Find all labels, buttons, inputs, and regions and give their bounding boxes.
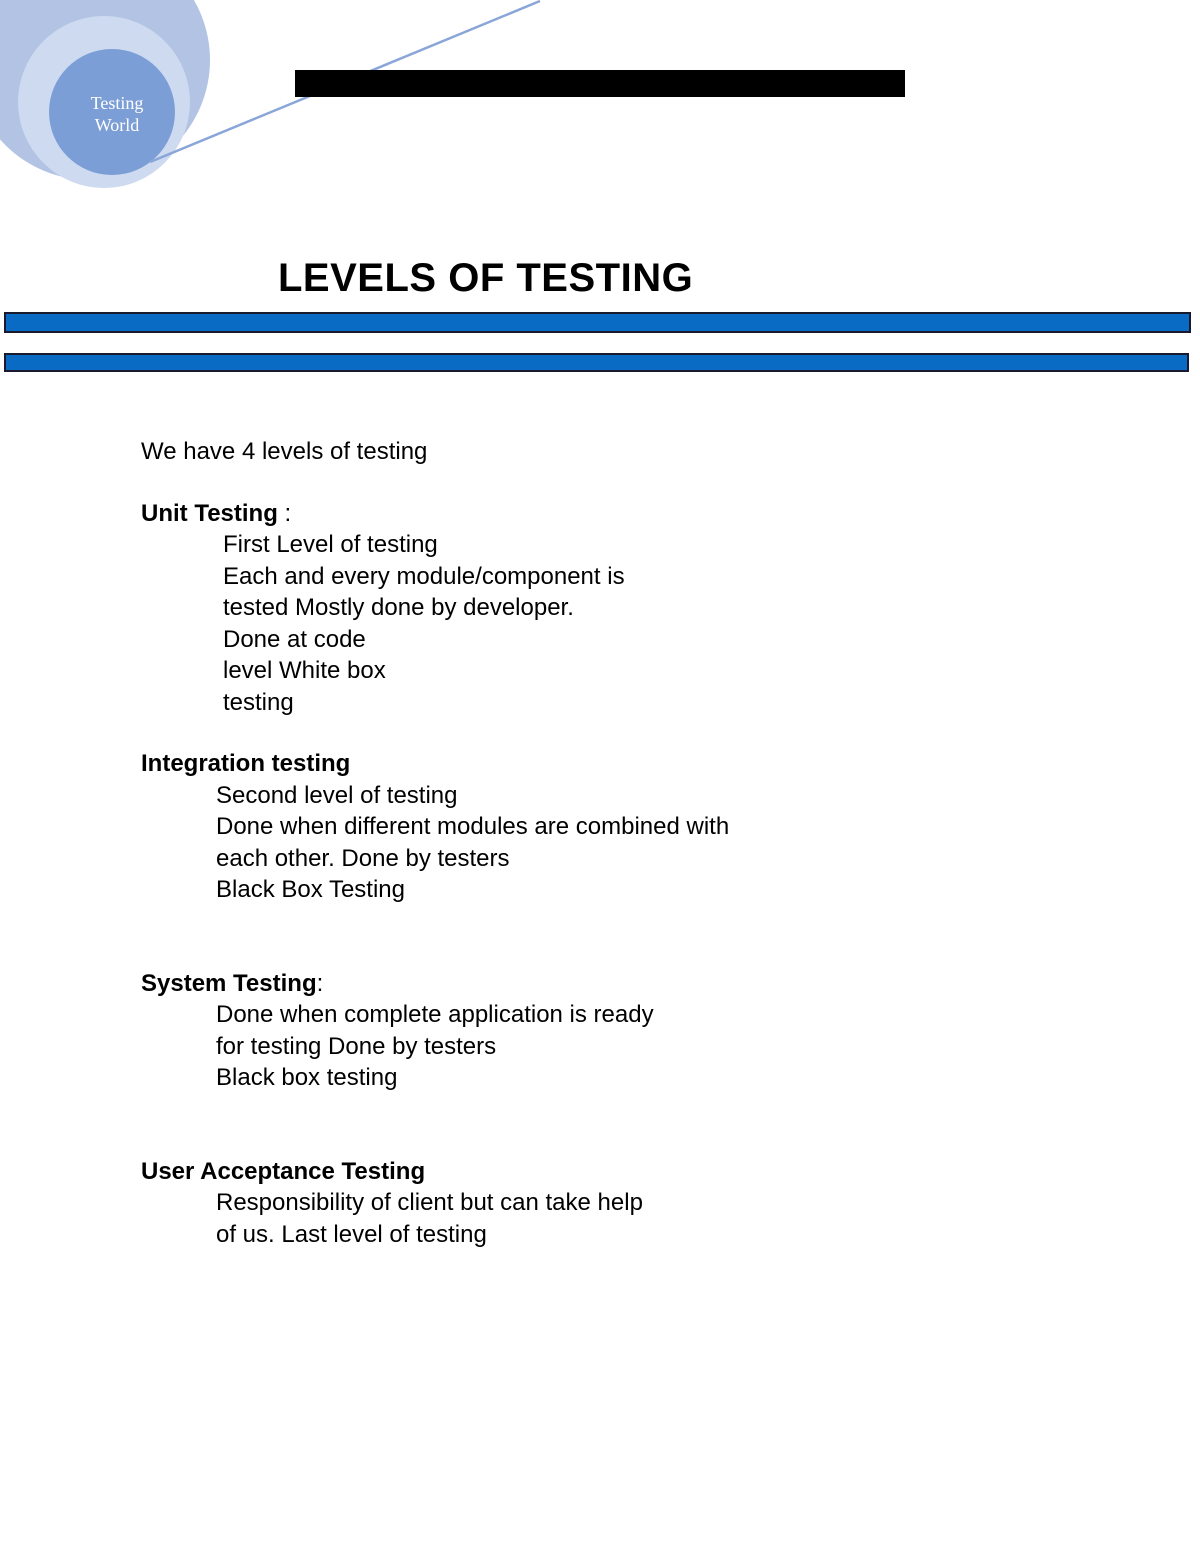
- list-item: of us. Last level of testing: [216, 1220, 487, 1248]
- list-item: for testing Done by testers: [216, 1032, 497, 1060]
- list-item: First Level of testing: [223, 531, 438, 558]
- list-item: Responsibility of client but can take help: [216, 1189, 643, 1216]
- heading-text: User Acceptance Testing: [141, 1157, 426, 1185]
- logo-text: [62, 92, 172, 136]
- list-item: Done when different modules are combined with: [216, 813, 730, 840]
- list-item: Done at code: [223, 625, 366, 653]
- list-item: level White box: [223, 657, 386, 684]
- intro-text: We have 4 levels of testing: [141, 438, 428, 465]
- heading-suffix: :: [277, 499, 292, 527]
- list-item: tested Mostly done by developer.: [223, 594, 574, 621]
- list-item: Black box testing: [216, 1064, 398, 1091]
- list-item: Second level of testing: [216, 781, 458, 809]
- heading-text: Unit Testing: [141, 499, 278, 527]
- section-heading: [141, 748, 1041, 780]
- section-system-testing: [141, 968, 1041, 1094]
- section-heading: [141, 498, 1041, 530]
- document-body: [141, 436, 1041, 1250]
- heading-suffix: :: [316, 969, 324, 997]
- list-item: each other. Done by testers: [216, 844, 510, 872]
- section-lines: [141, 529, 1041, 718]
- section-user-acceptance-testing: [141, 1156, 1041, 1251]
- redaction-bar: [295, 70, 905, 97]
- section-unit-testing: [141, 498, 1041, 719]
- page-title: LEVELS OF TESTING: [278, 256, 694, 300]
- top-blue-rule: [4, 312, 1191, 333]
- section-lines: [141, 780, 1041, 906]
- section-lines: [141, 1187, 1041, 1250]
- section-heading: [141, 1156, 1041, 1188]
- section-heading: [141, 968, 1041, 1000]
- logo-text-line-2: World: [94, 115, 140, 135]
- logo-text-line-1: Testing: [90, 93, 144, 113]
- list-item: Black Box Testing: [216, 876, 405, 903]
- section-integration-testing: [141, 748, 1041, 906]
- bottom-blue-rule: [4, 353, 1189, 372]
- list-item: Each and every module/component is: [223, 562, 625, 590]
- list-item: Done when complete application is ready: [216, 1001, 654, 1028]
- section-lines: [141, 999, 1041, 1094]
- list-item: testing: [223, 688, 294, 716]
- heading-text: System Testing: [141, 969, 317, 997]
- heading-text: Integration testing: [141, 750, 351, 777]
